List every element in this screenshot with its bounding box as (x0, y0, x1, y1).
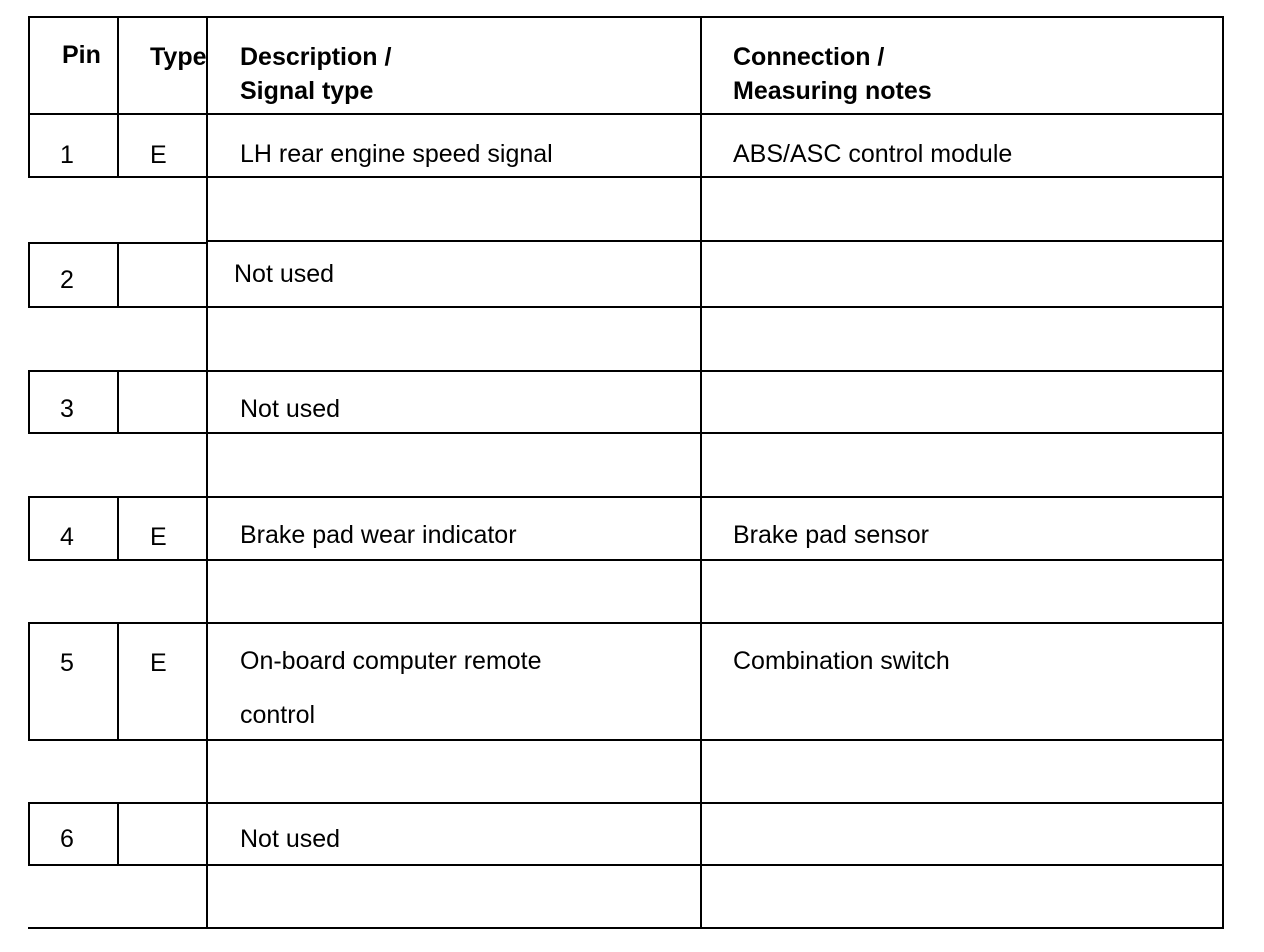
row-4-pin: 4 (60, 523, 74, 551)
table-rule (28, 370, 30, 434)
table-rule (28, 242, 30, 308)
table-rule (207, 240, 1224, 242)
row-4-connection: Brake pad sensor (733, 521, 929, 549)
table-rule (117, 370, 119, 434)
row-3-description: Not used (240, 395, 341, 423)
row-6-pin: 6 (60, 825, 74, 853)
header-pin: Pin (62, 41, 101, 69)
row-5-pin: 5 (60, 649, 74, 677)
table-rule (117, 802, 119, 866)
header-connection-line2: Measuring notes (733, 77, 932, 105)
header-connection-line1: Connection / (733, 43, 885, 71)
header-type: Type (150, 43, 207, 71)
table-rule (117, 16, 119, 178)
row-3-pin: 3 (60, 395, 74, 423)
row-1-connection: ABS/ASC control module (733, 140, 1013, 168)
table-rule (28, 496, 30, 561)
row-5-type: E (150, 649, 167, 677)
header-description-line1: Description / (240, 43, 392, 71)
table-rule (28, 802, 30, 866)
header-connection (733, 40, 932, 108)
row-4-type: E (150, 523, 167, 551)
table-rule (1222, 16, 1224, 928)
row-1-pin: 1 (60, 141, 74, 169)
table-rule (700, 16, 702, 928)
row-5-description-line1: On-board computer remote (240, 647, 542, 675)
row-4-description: Brake pad wear indicator (240, 521, 517, 549)
table-rule (28, 16, 30, 178)
row-6-description: Not used (240, 825, 341, 853)
table-rule (117, 242, 119, 308)
table-rule (206, 16, 208, 928)
header-description (240, 40, 391, 108)
table-rule (117, 622, 119, 741)
row-2-pin: 2 (60, 266, 74, 294)
row-1-type: E (150, 141, 167, 169)
table-rule (117, 496, 119, 561)
row-1-description: LH rear engine speed signal (240, 140, 553, 168)
row-5-connection: Combination switch (733, 647, 950, 675)
table-rule (28, 622, 30, 741)
header-description-line2: Signal type (240, 77, 374, 105)
row-2-description: Not used (234, 260, 335, 288)
row-5-description-line2: control (240, 701, 316, 729)
